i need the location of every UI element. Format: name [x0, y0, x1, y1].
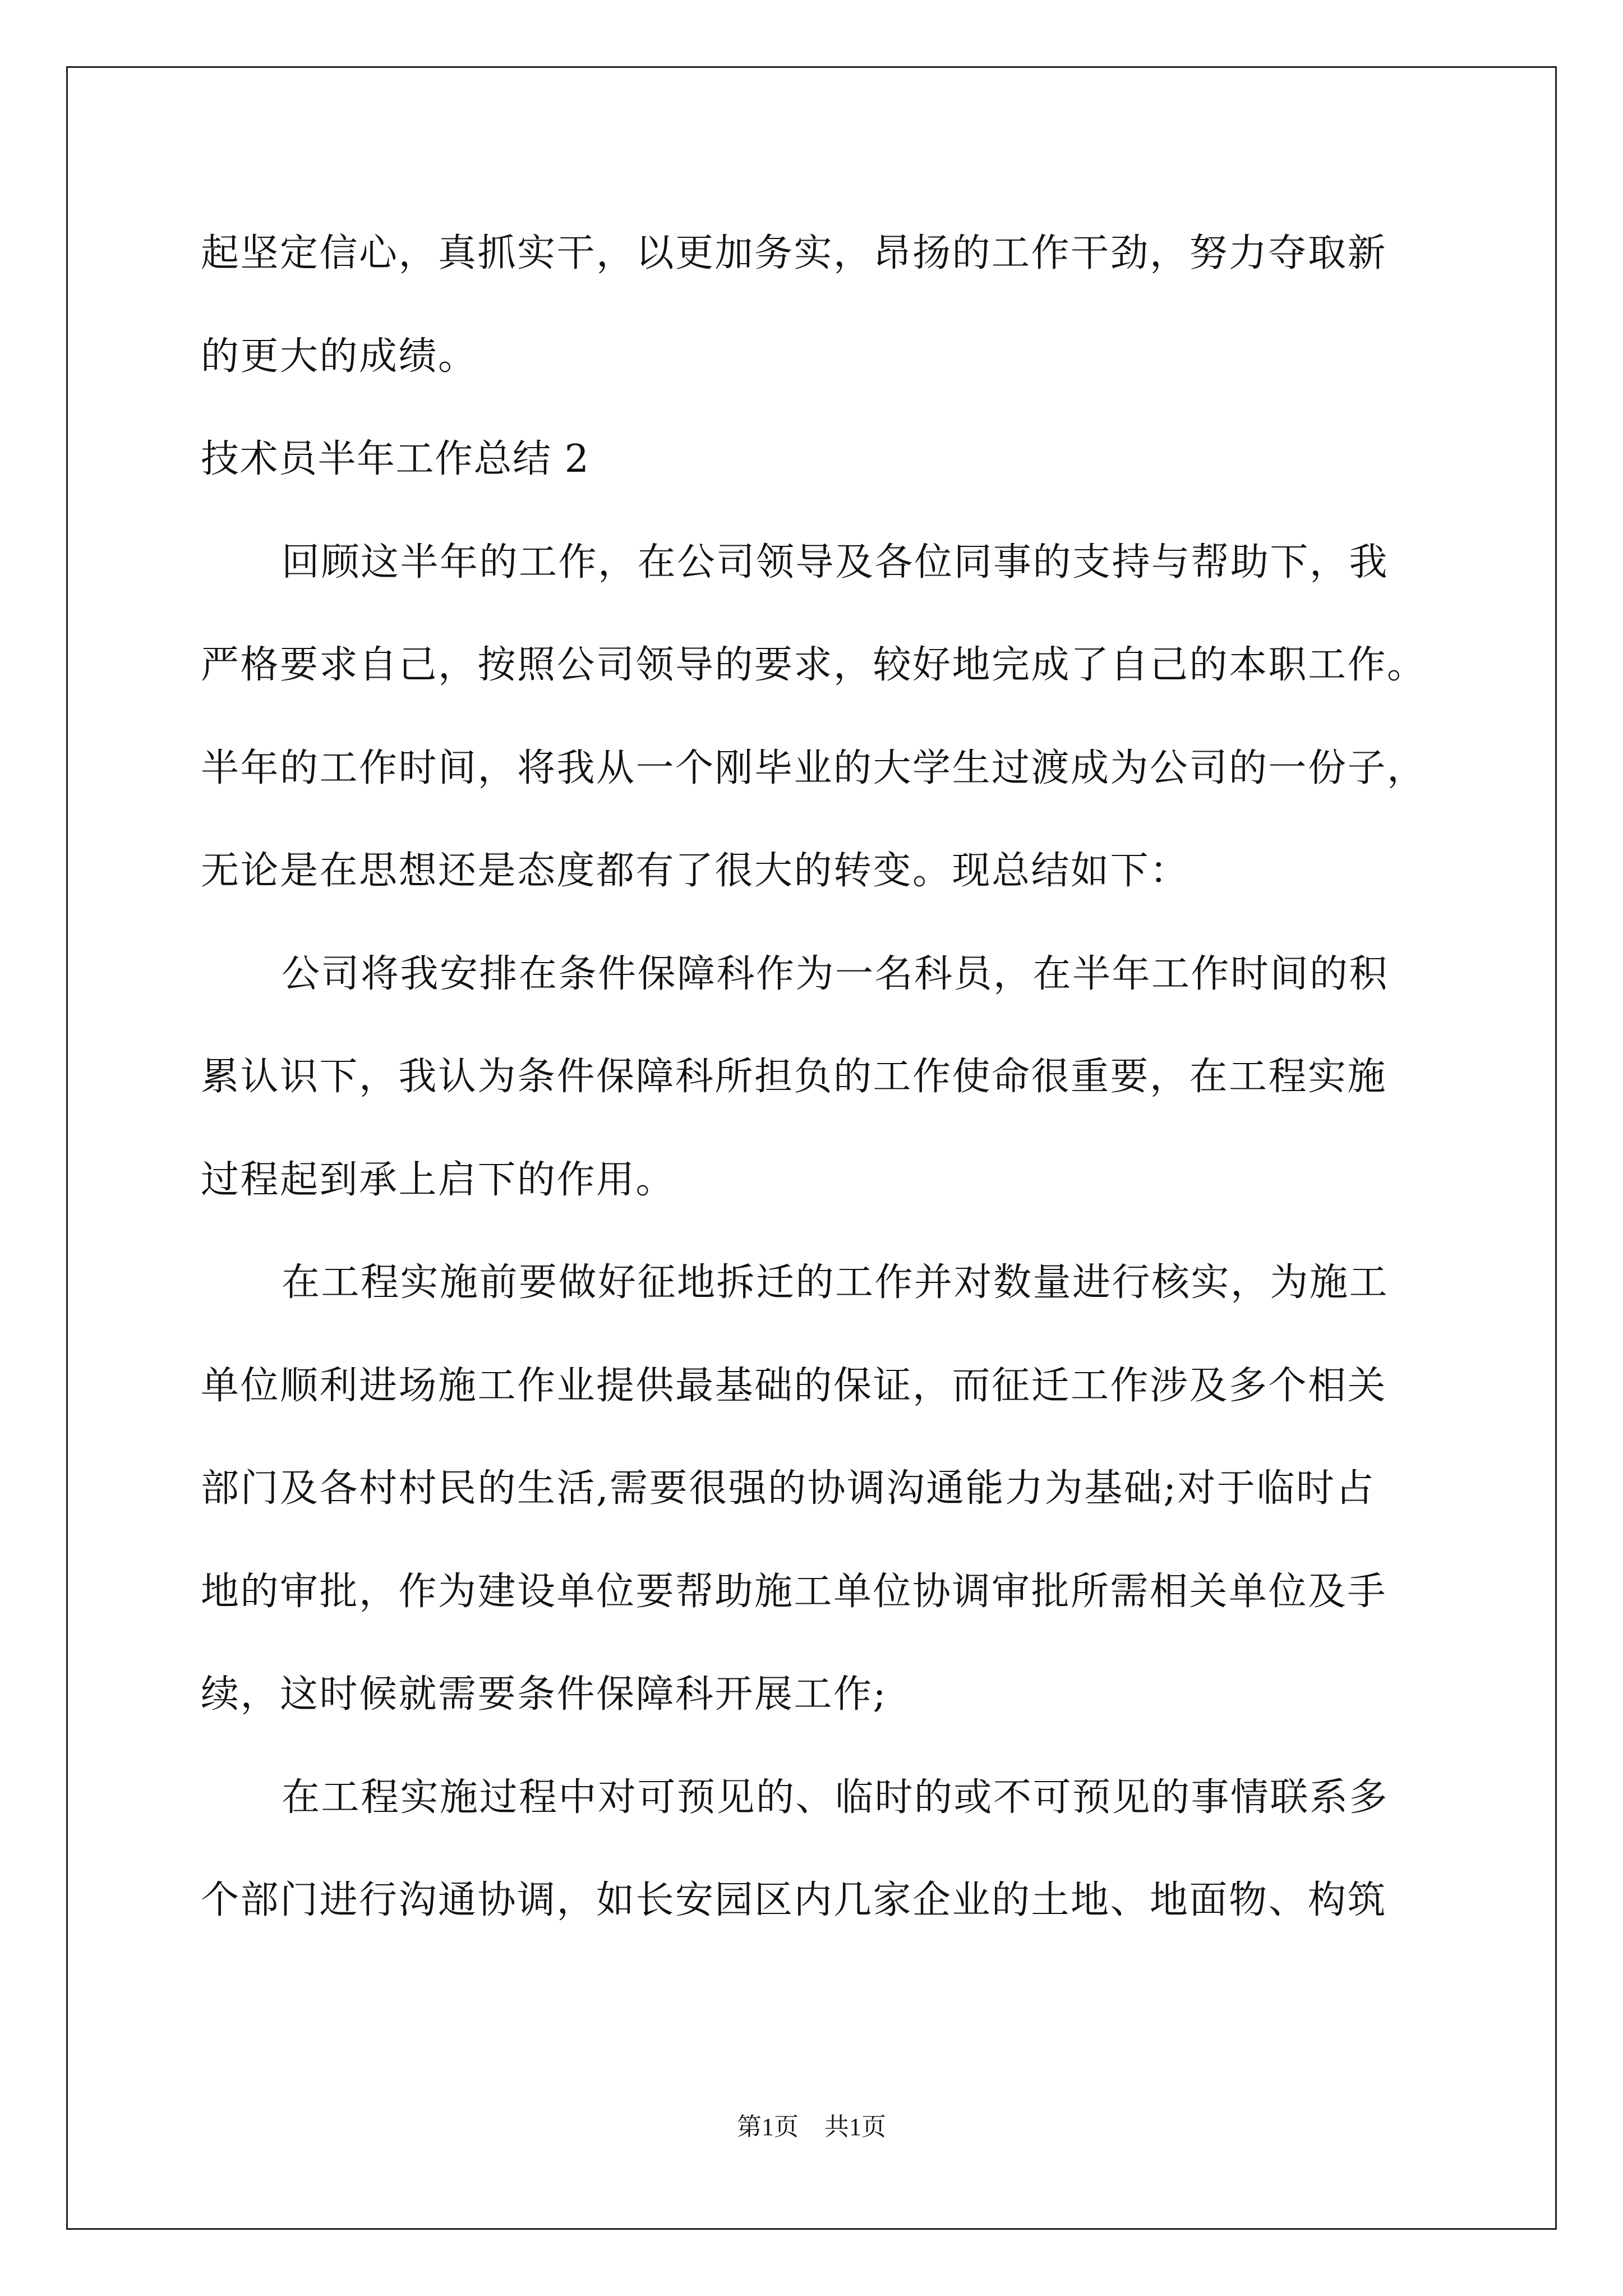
text-line: 地的审批，作为建设单位要帮助施工单位协调审批所需相关单位及手: [201, 1569, 1387, 1614]
page-footer: [0, 2110, 1623, 2144]
text-line: 部门及各村村民的生活,需要很强的协调沟通能力为基础;对于临时占: [201, 1466, 1376, 1511]
text-line: 续，这时候就需要条件保障科开展工作;: [201, 1672, 887, 1717]
paragraph-first-line: 公司将我安排在条件保障科作为一名科员，在半年工作时间的积: [282, 951, 1389, 996]
text-line: 严格要求自己，按照公司领导的要求，较好地完成了自己的本职工作。: [201, 643, 1427, 687]
text-line: 单位顺利进场施工作业提供最基础的保证，而征迁工作涉及多个相关: [201, 1363, 1387, 1408]
section-heading: 技术员半年工作总结 2: [201, 437, 590, 481]
paragraph-first-line: 回顾这半年的工作，在公司领导及各位同事的支持与帮助下，我: [282, 540, 1389, 585]
paragraph-first-line: 在工程实施过程中对可预见的、临时的或不可预见的事情联系多: [282, 1775, 1389, 1820]
text-line: 半年的工作时间，将我从一个刚毕业的大学生过渡成为公司的一份子，: [201, 746, 1427, 790]
document-body: [201, 202, 1429, 1952]
text-line: 无论是在思想还是态度都有了很大的转变。现总结如下：: [201, 849, 1189, 893]
page-number: 第1页: [737, 2113, 799, 2141]
text-line: 累认识下，我认为条件保障科所担负的工作使命很重要，在工程实施: [201, 1055, 1387, 1099]
text-line: 个部门进行沟通协调，如长安园区内几家企业的土地、地面物、构筑: [201, 1878, 1387, 1922]
text-line: 过程起到承上启下的作用。: [201, 1157, 676, 1202]
page-total: 共1页: [824, 2113, 886, 2141]
text-line: 的更大的成绩。: [201, 334, 478, 379]
text-line: 起坚定信心，真抓实干，以更加务实，昂扬的工作干劲，努力夺取新: [201, 231, 1387, 275]
paragraph-first-line: 在工程实施前要做好征地拆迁的工作并对数量进行核实，为施工: [282, 1260, 1389, 1305]
